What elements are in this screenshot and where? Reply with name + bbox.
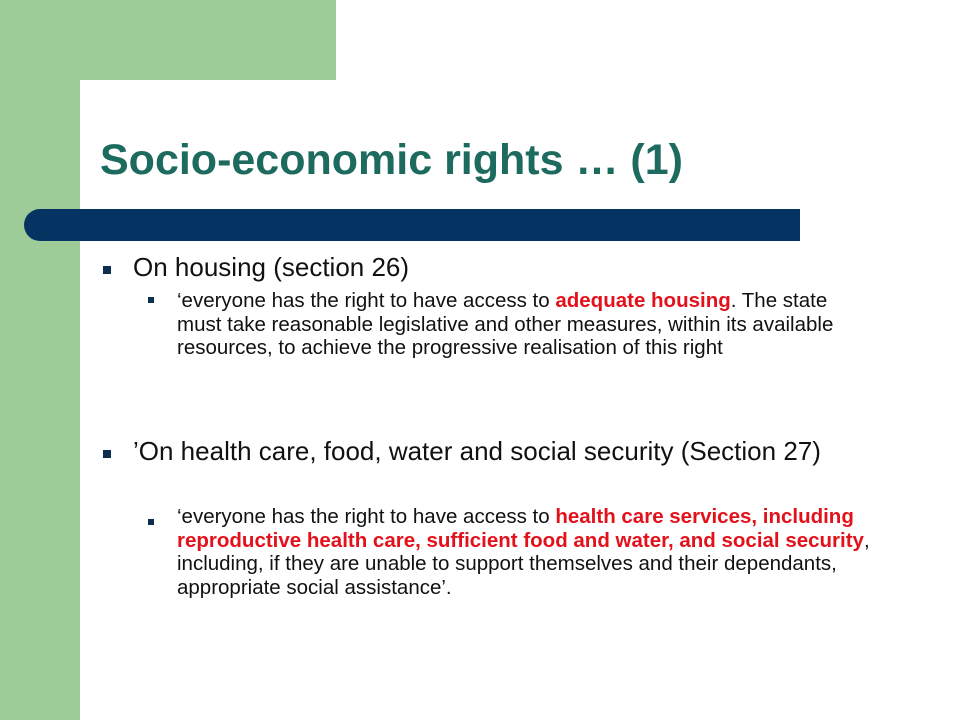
bullet-text-health-care: ’On health care, food, water and social security (Section 27) — [133, 436, 821, 466]
emphasis-text: health care services, including reproductive health care, sufficient food and water, and social security — [177, 505, 864, 552]
quote-text: ‘everyone has the right to have access to — [177, 505, 556, 528]
bullet-square-icon — [103, 266, 111, 274]
sub-bullet-housing-quote — [177, 289, 877, 360]
sub-bullet-square-icon — [148, 297, 154, 303]
sub-bullet-square-icon — [148, 519, 154, 525]
bullet-text-housing: On housing (section 26) — [133, 252, 410, 282]
green-side-band — [0, 0, 80, 720]
sub-bullet-health-quote — [177, 505, 877, 599]
quote-text: . The state must take reasonable legislative and other measures, within its available resources, to achieve the progressive realisation of this right — [177, 289, 834, 359]
bullet-square-icon — [103, 450, 111, 458]
title-underline-bar — [24, 209, 800, 241]
slide-title: Socio-economic rights … (1) — [100, 136, 683, 184]
quote-text: , including, if they are unable to support themselves and their dependants, appropriate social assistance’. — [177, 528, 870, 599]
quote-text: ‘everyone has the right to have access to — [177, 289, 556, 312]
emphasis-text: adequate housing — [555, 289, 731, 312]
green-top-band — [0, 0, 336, 80]
